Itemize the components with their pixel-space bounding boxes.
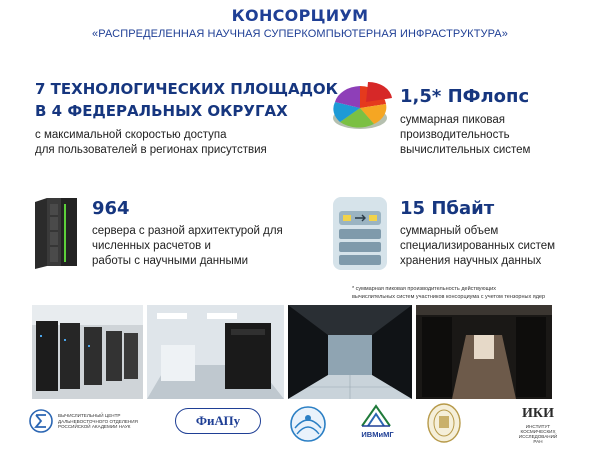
- performance-text-line-2: производительность: [400, 129, 510, 141]
- storage-description: [400, 224, 555, 269]
- logo-ivmimg: [350, 404, 405, 448]
- storage-transfer-icon: [333, 197, 387, 270]
- globe-logo-icon: [289, 404, 327, 444]
- page-title: КОНСОРЦИУМ: [231, 6, 369, 25]
- server-room-photo-1: [32, 305, 143, 399]
- ivm-logo-text: ИВМиМГ: [361, 430, 394, 439]
- servers-headline: 964: [92, 198, 130, 219]
- pie-chart-icon: [330, 78, 395, 134]
- page-subtitle: «РАСПРЕДЕЛЕННАЯ НАУЧНАЯ СУПЕРКОМПЬЮТЕРНАЯ ИНФРАСТРУКТУРА»: [92, 28, 508, 40]
- ivm-emblem-icon: [360, 404, 392, 430]
- crest-logo-icon: [426, 402, 462, 444]
- vc-logo-line-3: РОССИЙСКОЙ АКАДЕМИИ НАУК: [58, 424, 131, 430]
- sites-headline-line-2: В 4 ФЕДЕРАЛЬНЫХ ОКРУГАХ: [35, 102, 288, 120]
- performance-text-line-1: суммарная пиковая: [400, 114, 505, 126]
- server-room-photo-2: [147, 305, 284, 399]
- sites-text-line-1: с максимальной скоростью доступа: [35, 129, 227, 141]
- sites-headline-line-1: 7 ТЕХНОЛОГИЧЕСКИХ ПЛОЩАДОК: [35, 80, 338, 98]
- footnote-line-2: вычислительных систем участников консорциума с учетом тензорных ядер: [352, 294, 546, 300]
- data-center-aisle-photo: [288, 305, 412, 399]
- sites-headline: [35, 78, 338, 122]
- storage-headline: 15 Пбайт: [400, 198, 495, 219]
- storage-text-line-2: специализированных систем: [400, 240, 556, 252]
- sigma-logo-icon: [28, 408, 54, 434]
- servers-text-line-1: сервера с разной архитектурой для: [92, 225, 283, 237]
- servers-text-line-3: работы с научными данными: [92, 255, 249, 267]
- sites-text-line-2: для пользователей в регионах присутствия: [35, 144, 267, 156]
- servers-text-line-2: численных расчетов и: [92, 240, 211, 252]
- fiap-logo-text: ФиАПу: [175, 408, 261, 434]
- logo-vc-dvo-ran: [28, 404, 158, 448]
- iki-logo-line-1: ИНСТИТУТ: [525, 424, 551, 429]
- sites-description: [35, 128, 267, 158]
- performance-headline: 1,5* ПФлопс: [400, 86, 530, 107]
- server-rack-icon: [31, 196, 81, 269]
- performance-text-line-3: вычислительных систем: [400, 144, 531, 156]
- iki-logo-line-2: КОСМИЧЕСКИХ: [520, 429, 556, 434]
- storage-text-line-3: хранения научных данных: [400, 255, 542, 267]
- iki-logo-line-3: ИССЛЕДОВАНИЙ: [518, 434, 558, 439]
- vc-logo-line-1: ВЫЧИСЛИТЕЛЬНЫЙ ЦЕНТР: [58, 413, 121, 418]
- servers-description: [92, 224, 283, 269]
- vc-logo-line-2: ДАЛЬНЕВОСТОЧНОГО ОТДЕЛЕНИЯ: [58, 418, 138, 424]
- dark-server-room-photo: [416, 305, 552, 399]
- footnote-line-1: * суммарная пиковая производительность действующих: [352, 286, 496, 292]
- logo-fiap: [175, 404, 265, 448]
- storage-text-line-1: суммарный объем: [400, 225, 499, 237]
- logo-iki-ran: [508, 404, 568, 448]
- iki-logo-abbr: ИКИ: [522, 406, 554, 421]
- performance-description: [400, 113, 530, 158]
- footnote: [352, 285, 592, 301]
- iki-logo-line-4: РАН: [533, 439, 543, 444]
